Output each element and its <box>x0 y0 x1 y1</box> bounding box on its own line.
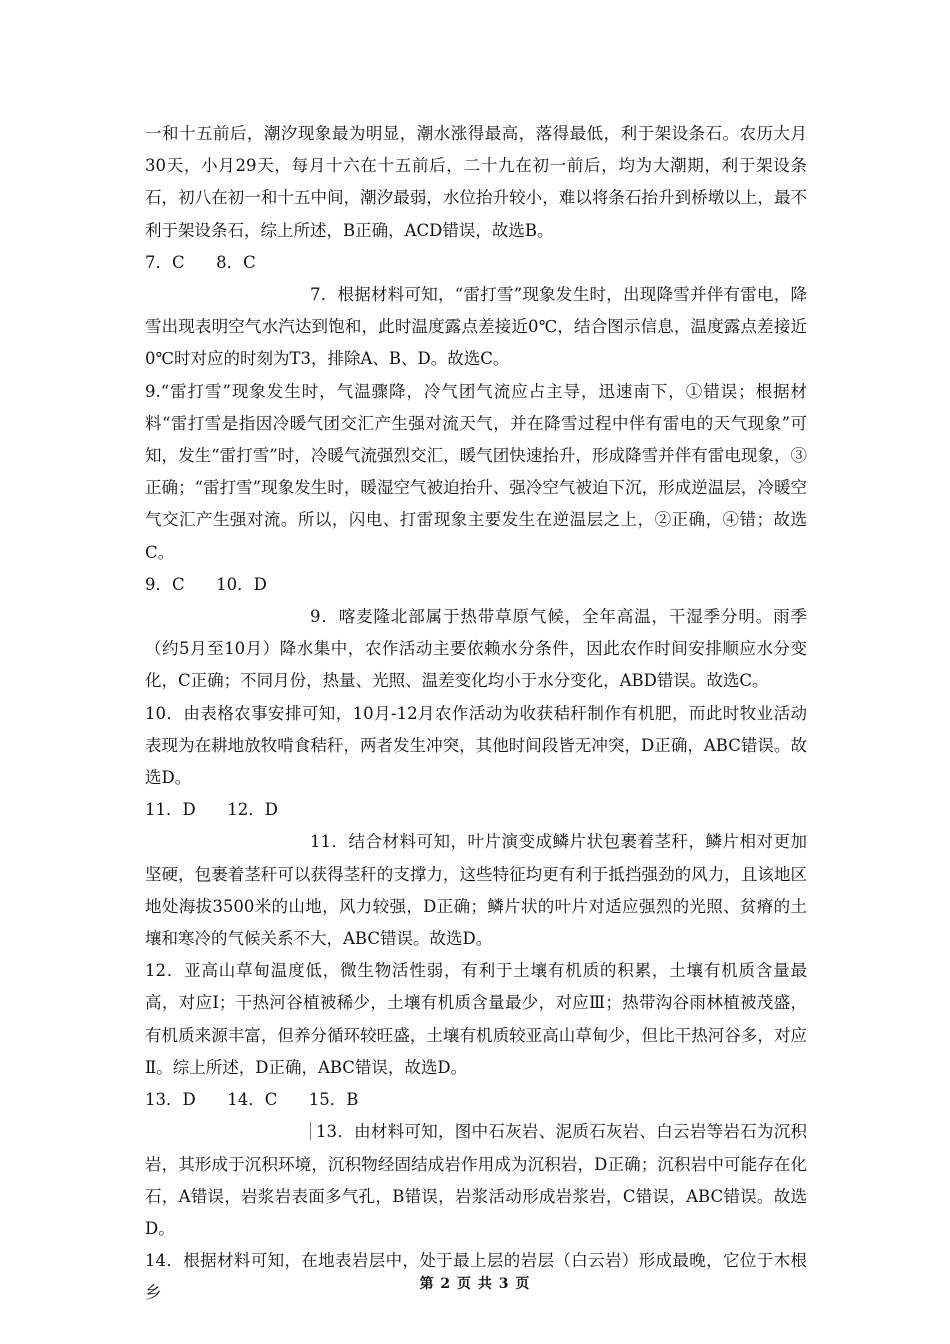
paragraph-tide-conclusion: 一和十五前后，潮汐现象最为明显，潮水涨得最高，落得最低，利于架设条石。农历大月30天，小月29天，每月十六在十五前后，二十九在初一前后，均为大潮期，利于架设条石，初八在初一和十五中间，潮汐最弱，水位抬升较小，难以将条石抬升到桥墩以上，最不利于架设条石，综上所述，B正确，ACD错误，故选B。 <box>145 124 807 240</box>
explanation-q14: 14．根据材料可知，在地表岩层中，处于最上层的岩层（白云岩）形成最晚，它位于木根乡 <box>145 1251 807 1303</box>
answer-explanations <box>145 118 807 1310</box>
explanation-q10: 10．由表格农事安排可知，10月-12月农作活动为收获秸秆制作有机肥，而此时牧业活动表现为在耕地放牧啃食秸秆，两者发生冲突，其他时间段皆无冲突，D正确，ABC错误。故选D。 <box>145 703 807 788</box>
explanation-q7: 7．根据材料可知，“雷打雪”现象发生时，出现降雪并伴有雷电，降雪出现表明空气水汽达到饱和，此时温度露点差接近0℃，结合图示信息，温度露点差接近0℃时对应的时刻为T3，排除A、B、D。故选C。 <box>145 285 807 369</box>
explanation-q12: 12．亚高山草甸温度低，微生物活性弱，有利于土壤有机质的积累，土壤有机质含量最高，对应I；干热河谷植被稀少，土壤有机质含量最少，对应Ⅲ；热带沟谷雨林植被茂盛，有机质来源丰富，但养分循环较旺盛，土壤有机质较亚高山草甸少，但比干热河谷多，对应Ⅱ。综上所述，D正确，ABC错误，故选D。 <box>145 961 807 1077</box>
explanation-q13 <box>145 1116 807 1245</box>
answer-line-13-15: 13．D 14．C 15．B <box>145 1090 359 1110</box>
text-cursor <box>310 1122 311 1140</box>
explanation-q13-text: 13．由材料可知，图中石灰岩、泥质石灰岩、白云岩等岩石为沉积岩，其形成于沉积环境，沉积物经固结成岩作用成为沉积岩，D正确；沉积岩中可能存在化石，A错误，岩浆岩表面多气孔，B错误，岩浆活动形成岩浆岩，C错误，ABC错误。故选D。 <box>145 1122 807 1238</box>
explanation-q11: 11．结合材料可知，叶片演变成鳞片状包裹着茎秆，鳞片相对更加坚硬，包裹着茎秆可以获得茎秆的支撑力，这些特征均更有利于抵挡强劲的风力，且该地区地处海拔3500米的山地，风力较强，D正确；鳞片状的叶片对适应强烈的光照、贫瘠的土壤和寒冷的气候关系不大，ABC错误。故选D。 <box>145 832 807 949</box>
answer-line-11-12: 11．D 12．D <box>145 800 278 820</box>
answer-line-7-8: 7．C 8．C <box>145 252 256 272</box>
page-footer: 第 2 页 共 3 页 <box>419 1276 531 1292</box>
answer-line-9-10: 9．C 10．D <box>145 574 267 594</box>
explanation-thunder-snow: 9.“雷打雪”现象发生时，气温骤降，冷气团气流应占主导，迅速南下，①错误；根据材料“雷打雪是指因冷暖气团交汇产生强对流天气，并在降雪过程中伴有雷电的天气现象”可知，发生“雷打雪”时，冷暖气流强烈交汇，暖气团快速抬升，形成降雪并伴有雷电现象，③正确；“雷打雪”现象发生时，暖湿空气被迫抬升、强冷空气被迫下沉，形成逆温层，冷暖空气交汇产生强对流。所以，闪电、打雷现象主要发生在逆温层之上，②正确，④错；故选C。 <box>145 381 807 562</box>
explanation-q9: 9．喀麦隆北部属于热带草原气候，全年高温，干湿季分明。雨季（约5月至10月）降水集中，农作活动主要依赖水分条件，因此农作时间安排顺应水分变化，C正确；不同月份，热量、光照、温差变化均小于水分变化，ABD错误。故选C。 <box>145 607 807 691</box>
